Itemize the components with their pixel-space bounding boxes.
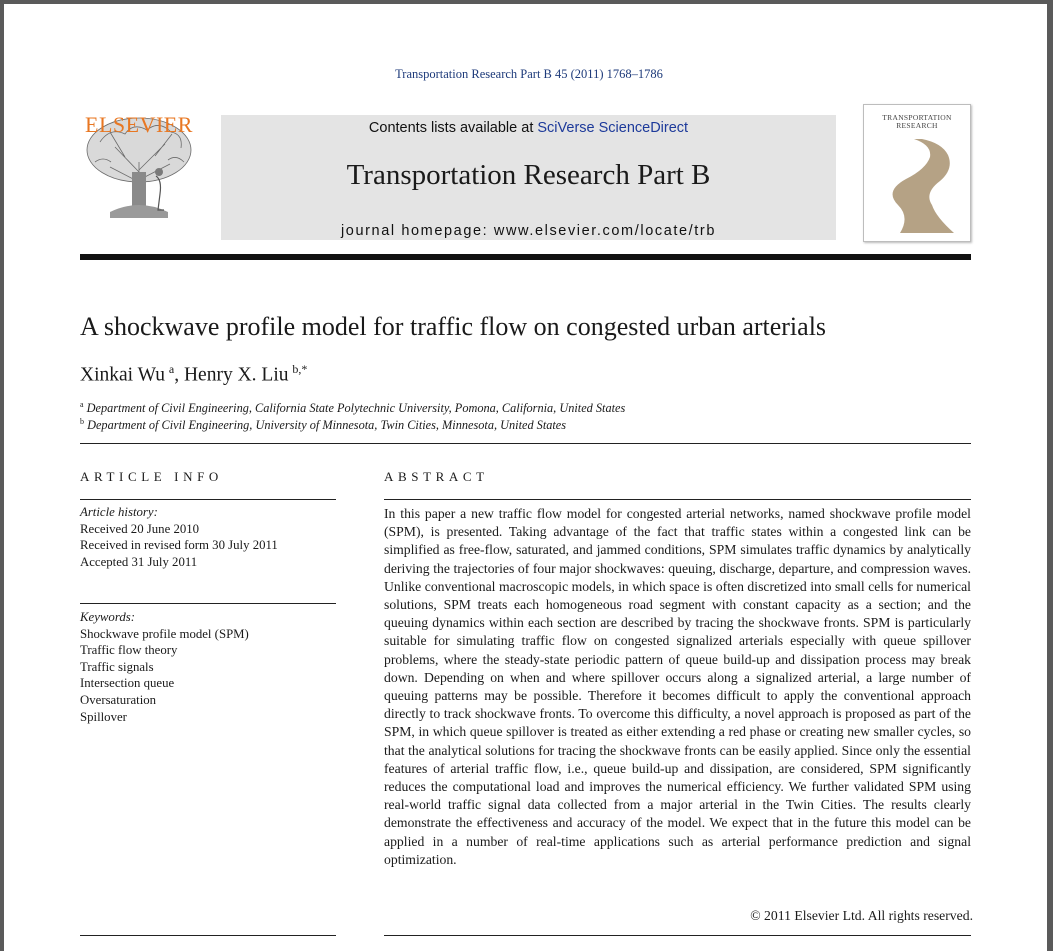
abstract-text: In this paper a new traffic flow model for congested arterial networks, named shockwave profile model (SPM), is presented. Taking advantage of the fact that traffic states within a congested link can be simplified as free-flow, saturated, and jammed conditions, SPM simulates traffic dynamics by analytically deriving the trajectories of four major shockwaves: queuing, discharge, departure, and compression waves. Unlike conventional macroscopic models, in which space is often discretized into small cells for numerical solutions, SPM treats each homogeneous road segment with constant capacity as a section; and the queuing dynamics within each section are described by tracing the shockwave fronts. SPM is particularly suitable for simulating traffic flow on congested signalized arterials especially with queue spillover problems, where the steady-state periodic pattern of queue build-up and dissipation process may break down. Depending on when and where spillover occurs along a signalized arterial, a large number of queuing patterns may be possible. Therefore it becomes difficult to apply the conventional approach directly to track shockwave fronts. To overcome this difficulty, a novel approach is proposed as part of the SPM, in which queue spillover is treated as either extending a red phase or creating new smaller cycles, so that the analytical solutions for tracing the shockwave fronts can be easily applied. Since only the essential features of arterial traffic flow, i.e., queue build-up and dissipation, are considered, SPM significantly reduces the computational load and improves the numerical efficiency. We further validated SPM using real-world traffic signal data collected from a major arterial in the Twin Cities. The results clearly demonstrate the effectiveness and accuracy of the model. We expect that in the future this model can be applied in a number of real-time applications such as arterial performance prediction and signal optimization. <box>384 506 971 867</box>
keywords <box>80 609 249 725</box>
cover-road-illustration <box>870 135 964 235</box>
elsevier-wordmark: ELSEVIER <box>85 112 193 137</box>
author-list: Xinkai Wu $^a$, Henry X. Liu $^{b,*}$ <box>80 362 308 386</box>
keyword-item: Traffic flow theory <box>80 643 178 658</box>
history-received: Received 20 June 2010 <box>80 521 200 536</box>
article-info-heading: ARTICLE INFO <box>80 469 223 484</box>
keyword-item: Intersection queue <box>80 676 175 691</box>
journal-cover-thumbnail[interactable] <box>863 104 971 242</box>
cover-title-line2: RESEARCH <box>896 121 938 130</box>
header-rule <box>80 254 971 260</box>
author-affil-marker[interactable]: a <box>168 362 175 376</box>
abstract-heading: ABSTRACT <box>384 469 489 484</box>
sciencedirect-link[interactable]: SciVerse ScienceDirect <box>537 120 689 136</box>
affiliation-a: $^a$ Department of Civil Engineering, California State Polytechnic University, Pomona, California, United States <box>80 400 626 416</box>
footer-rule-left <box>80 935 336 936</box>
article-info-rule <box>80 499 336 500</box>
author-affil-marker[interactable]: b,* <box>292 362 308 376</box>
journal-citation[interactable]: Transportation Research Part B 45 (2011) 1768–1786 <box>395 67 663 81</box>
keyword-item: Shockwave profile model (SPM) <box>80 626 249 641</box>
journal-banner <box>221 115 836 240</box>
history-label: Article history: <box>80 505 158 519</box>
cover-title-line1: TRANSPORTATION <box>882 113 952 122</box>
author-name[interactable]: Henry X. Liu <box>183 364 289 386</box>
article-title: A shockwave profile model for traffic flow on congested urban arterials <box>80 312 827 341</box>
affiliation-divider <box>80 443 971 444</box>
abstract-rule <box>384 499 971 500</box>
history-accepted: Accepted 31 July 2011 <box>80 554 198 569</box>
keyword-item: Spillover <box>80 709 127 724</box>
article-history <box>80 504 278 570</box>
footer-rule-right <box>384 935 971 936</box>
keywords-rule <box>80 603 336 604</box>
keyword-item: Traffic signals <box>80 659 154 674</box>
keywords-label: Keywords: <box>80 610 135 624</box>
affiliation-b: $^b$ Department of Civil Engineering, University of Minnesota, Twin Cities, Minnesota, United States <box>80 417 567 433</box>
contents-line <box>221 120 836 136</box>
copyright-notice: © 2011 Elsevier Ltd. All rights reserved. <box>750 908 973 923</box>
author-name[interactable]: Xinkai Wu <box>80 364 165 386</box>
journal-name: Transportation Research Part B <box>346 159 711 191</box>
journal-homepage-link[interactable]: journal homepage: www.elsevier.com/locate/trb <box>340 223 717 239</box>
history-revised: Received in revised form 30 July 2011 <box>80 538 278 553</box>
keyword-item: Oversaturation <box>80 692 157 707</box>
contents-prefix: Contents lists available at <box>368 120 538 136</box>
